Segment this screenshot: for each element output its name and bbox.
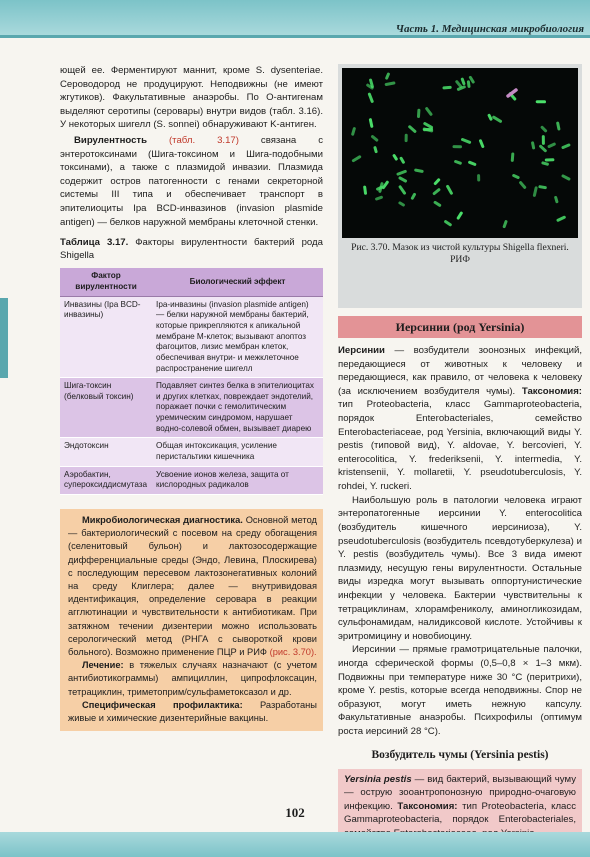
table-cell-effect: Усвоение ионов железа, защита от кислородных радикалов — [152, 466, 323, 494]
yersinia-paragraph-2: Наибольшую роль в патологии человека играют энтеропатогенные иерсинии Y. enterocolitica (возбудитель кишечного иерсиниоза), Y. pseudotuberculosis (возбудитель псевдотуберкулеза) и Y. pestis (возбудитель чумы). Все 3 вида имеют плазмиду, несущую гены вирулентности. Остальные виды изредка могут вызывать оппортунистические инфекции у человека. Бактерии чувствительны к тетрациклинам, хлорамфениколу, аминогликозидам, сульфонамидам, налидиксовой кислоте. Устойчивы к эритромицину и новобиоцину. — [338, 494, 582, 642]
bacterium-rod — [394, 156, 396, 159]
table-row — [60, 296, 323, 378]
taxonomy-text: тип Proteobacteria, класс Gammaproteobacteria, порядок Enterobacteriales, семейство Enterobacteriaceae, род Yersinia, включающий виды Y. pestis (типовой вид), Y. aldovae, Y. bercovieri, Y. enterocolitica, Y. frederiksenii, Y. intermedia, Y. kristensenii, Y. mollaretii, Y. pseudotuberculosis, Y. rohdei, Y. ruckeri. — [338, 399, 582, 493]
table-cell-factor: Эндотоксин — [60, 438, 152, 466]
bacterium-rod — [424, 129, 431, 130]
table-cell-factor: Аэробактин, супероксиддисмутаза — [60, 466, 152, 494]
page-number: 102 — [285, 805, 305, 820]
table-cell-effect: Подавляет синтез белка в эпителиоцитах и других клетках, повреждает эндотелий, поражает почки с гемолитическим уремическим синдромом, нарушает водно-солевой обмен, вызывает диарею — [152, 378, 323, 438]
bacterium-rod — [444, 87, 450, 88]
virulence-paragraph — [60, 134, 323, 229]
yersinia-p1-text: — возбудители зоонозных инфекций, передающиеся от животных к человеку и передающиеся, как правило, от человека к человеку (за исключением возбудителя чумы). — [338, 345, 582, 397]
bacterium-rod — [533, 143, 534, 148]
table-header-factor: Фактор вирулентности — [60, 268, 152, 296]
bacterium-rod — [514, 176, 518, 178]
footer-band — [0, 832, 590, 857]
bacterium-rod — [504, 222, 506, 227]
intro-paragraph: ющей ее. Ферментируют маннит, кроме S. dysenteriae. Сероводород не продуцируют. Неподвижны (не имеют жгутиков). Факультативные анаэробы. По O-антигенам выделяют серотипы (серовары) внутри видов (табл. 3.16). У некоторых шигелл (S. sonnei) обнаруживают K-антиген. — [60, 65, 323, 131]
figure-frame — [338, 64, 582, 308]
table-cell-factor: Шига-токсин (белковый токсин) — [60, 378, 152, 438]
bacterium-rod — [468, 82, 469, 87]
side-tab — [0, 298, 8, 378]
plague-term: Yersinia pestis — [344, 774, 412, 785]
micrograph-image — [342, 68, 578, 238]
table-header-effect: Биологический эффект — [152, 268, 323, 296]
table-cell-effect: Ipa-инвазины (invasion plasmide antigen) — белки наружной мембраны бактерий, которые прикрепляются к апикальной мембране М-клеток; вызывают апоптоз фагоцитов, лизис мембран клеток, обеспечивая внутри- и межклеточное распространение шигелл — [152, 296, 323, 378]
table-header-row — [60, 268, 323, 296]
bacterium-rod — [540, 187, 545, 188]
bacterium-rod — [375, 148, 376, 152]
bacterium-rod — [380, 184, 382, 192]
bacterium-rod — [370, 120, 371, 127]
bacterium-rod — [416, 170, 422, 171]
header-band — [0, 0, 590, 38]
diagnostics-text: Основной метод — бактериологический с посевом на среду обогащения (селенитовый бульон) и лактозосодержащие дифференциальные среды (Эндо, Левина, Плоскирева) с последующим пересевом лактозонегативных колоний на среду Клиглера; далее — внутривидовая идентификация, определение серовара в реакции агглютинации и чувствительности к антибиотикам. При затяжном течении дизентерии можно использовать серологический метод (РНГА с сывороткой крови больного). Возможно применение ПЦР и РИФ — [68, 515, 317, 657]
table-link[interactable]: (табл. 3.17) — [168, 135, 239, 147]
plague-taxonomy-text: тип Proteobacteria, класс Gammaproteobacteria, порядок Enterobacteriales, — [344, 800, 576, 826]
yersinia-paragraph-1 — [338, 344, 582, 494]
treatment-text: в тяжелых случаях назначают (с учетом антибиотикограммы) ампициллин, ципрофлоксацин, тетрациклин, триметоприм/сульфаметоксазол и др. — [68, 660, 317, 697]
virulence-text: связана с энтеротоксинами (Шига-токсином и Шига-подобными токсинами), а также с плазмидой инвазии. Плазмида содержит остров патогенности с генами секреторной системы III типа и обеспечивает транспорт в эпителиоциты Ipa BCD-инвазинов (invasion plasmide antigen) — белков наружной мембраны клеточной стенки. — [60, 135, 323, 228]
table-row — [60, 466, 323, 494]
bacterium-rod — [377, 197, 382, 199]
prophylaxis-heading: Специфическая профилактика: — [82, 699, 243, 710]
yersinia-term: Иерсинии — [338, 345, 385, 356]
right-column — [338, 64, 582, 844]
virulence-table — [60, 268, 323, 495]
bacterium-rod — [412, 194, 414, 198]
bacterium-rod — [400, 203, 404, 205]
prophylaxis-paragraph — [68, 699, 317, 725]
treatment-paragraph — [68, 659, 317, 699]
bacterium-rod — [456, 162, 461, 164]
yersinia-paragraph-3: Иерсинии — прямые грамотрицательные палочки, иногда сферической формы (0,5–0,8 × 1–3 мкм). Подвижны при температуре ниже 30 °С (перитрихи), кроме Y. pestis, которые всегда неподвижны. Спор не образуют, могут иметь нежную капсулу. Факультативные анаэробы. Психрофилы (оптимум роста иерсиний 28 °С). — [338, 644, 582, 738]
bacterium-rod — [534, 188, 536, 196]
bacterium-rod — [387, 74, 389, 78]
table-row — [60, 378, 323, 438]
diagnostics-heading: Микробиологическая диагностика. — [82, 515, 243, 526]
table-cell-effect: Общая интоксикация, усиление перистальтики кишечника — [152, 438, 323, 466]
left-column — [60, 64, 323, 731]
bacterium-rod — [512, 154, 513, 160]
figure-link[interactable]: (рис. 3.70). — [269, 646, 317, 657]
bacterium-rod — [556, 198, 557, 202]
bacterium-rod — [386, 83, 394, 85]
bacterium-rod — [401, 158, 403, 162]
table-caption-text: Факторы вирулентности бактерий рода Shigella — [60, 237, 323, 261]
table-caption-label: Таблица 3.17. — [60, 237, 129, 249]
figure-caption: Рис. 3.70. Мазок из чистой культуры Shigella flexneri. РИФ — [351, 242, 569, 266]
bacterium-rod — [365, 187, 366, 193]
diagnostics-box — [60, 509, 323, 731]
treatment-heading: Лечение: — [82, 660, 124, 671]
table-cell-factor: Инвазины (Ipa BCD-инвазины) — [60, 296, 152, 378]
bacterium-rod — [543, 163, 548, 164]
section-title: Иерсинии (род Yersinia) — [338, 316, 582, 338]
plague-text: — вид бактерий, вызывающий чуму — острую зооантропонозную природно-очаговую инфекцию. — [344, 774, 576, 812]
virulence-heading: Вирулентность — [74, 135, 148, 147]
bacterium-rod — [353, 129, 355, 135]
plague-title: Возбудитель чумы (Yersinia pestis) — [371, 748, 549, 761]
diagnostics-paragraph — [68, 514, 317, 659]
part-title: Часть 1. Медицинская микробиология — [395, 23, 584, 35]
bacterium-rod — [558, 123, 559, 129]
bacterium-rod — [462, 79, 464, 83]
table-caption — [60, 237, 323, 262]
table-row — [60, 438, 323, 466]
plague-taxonomy-label: Таксономия: — [397, 800, 458, 812]
bacterium-rod — [489, 115, 491, 119]
bacterium-rod — [470, 162, 475, 164]
bacterium-rod — [481, 141, 483, 147]
fluorescence-micrograph — [342, 68, 578, 238]
taxonomy-label: Таксономия: — [521, 385, 582, 397]
prophylaxis-text: Разработаны живые и химические дизентерийные вакцины. — [68, 699, 317, 723]
